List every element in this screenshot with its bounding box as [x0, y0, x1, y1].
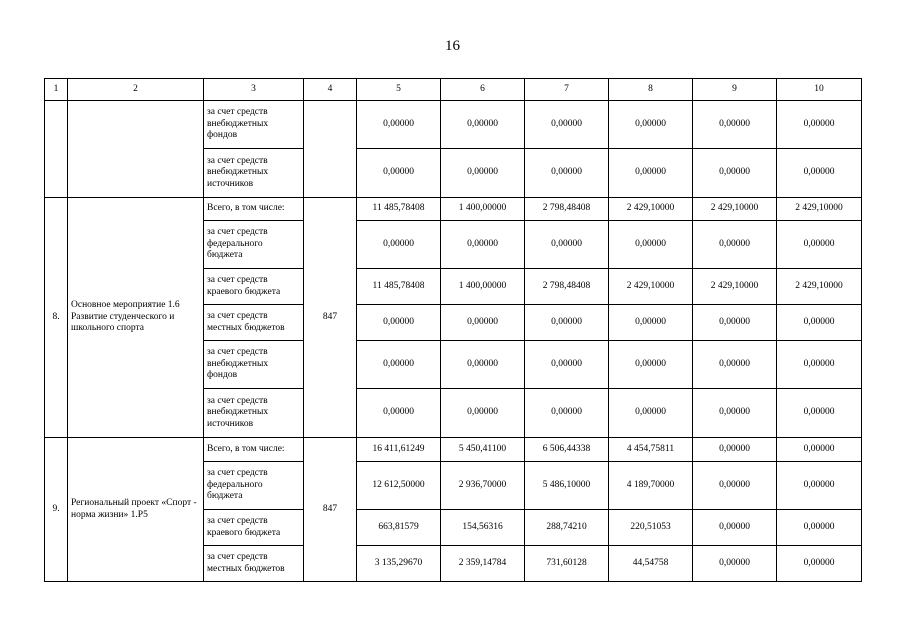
value-cell: 220,51053 [609, 510, 693, 546]
value-cell: 288,74210 [525, 510, 609, 546]
value-cell: 0,00000 [777, 438, 862, 462]
value-cell: 0,00000 [777, 341, 862, 389]
item-code: 847 [304, 198, 357, 438]
value-cell: 0,00000 [777, 305, 862, 341]
item-name: Региональный проект «Спорт - норма жизни» 1.Р5 [68, 438, 204, 582]
code-cell-empty [304, 101, 357, 198]
page-number: 16 [445, 38, 460, 54]
value-cell: 0,00000 [693, 341, 777, 389]
value-cell: 0,00000 [609, 389, 693, 438]
funding-source: за счет средств краевого бюджета [204, 269, 304, 305]
value-cell: 731,60128 [525, 546, 609, 582]
header-cell: 8 [609, 79, 693, 101]
funding-source: за счет средств местных бюджетов [204, 546, 304, 582]
index-cell-empty [45, 101, 68, 198]
value-cell: 0,00000 [693, 101, 777, 149]
item-index: 8. [45, 198, 68, 438]
value-cell: 2 429,10000 [693, 198, 777, 221]
value-cell: 5 450,41100 [441, 438, 525, 462]
value-cell: 2 429,10000 [777, 269, 862, 305]
value-cell: 0,00000 [357, 389, 441, 438]
header-cell: 4 [304, 79, 357, 101]
value-cell: 0,00000 [357, 305, 441, 341]
value-cell: 11 485,78408 [357, 198, 441, 221]
table-row [45, 101, 862, 149]
budget-table [44, 78, 862, 582]
header-cell: 5 [357, 79, 441, 101]
header-cell: 9 [693, 79, 777, 101]
value-cell: 663,81579 [357, 510, 441, 546]
value-cell: 0,00000 [693, 305, 777, 341]
name-cell-empty [68, 101, 204, 198]
value-cell: 2 798,48408 [525, 198, 609, 221]
header-cell: 2 [68, 79, 204, 101]
value-cell: 0,00000 [777, 149, 862, 198]
funding-source: за счет средств внебюджетных источников [204, 389, 304, 438]
value-cell: 0,00000 [693, 438, 777, 462]
value-cell: 12 612,50000 [357, 462, 441, 510]
funding-source: Всего, в том числе: [204, 198, 304, 221]
value-cell: 0,00000 [777, 462, 862, 510]
value-cell: 0,00000 [777, 389, 862, 438]
value-cell: 0,00000 [357, 101, 441, 149]
value-cell: 0,00000 [525, 305, 609, 341]
value-cell: 2 936,70000 [441, 462, 525, 510]
value-cell: 11 485,78408 [357, 269, 441, 305]
funding-source: за счет средств внебюджетных фондов [204, 341, 304, 389]
value-cell: 0,00000 [609, 305, 693, 341]
value-cell: 2 429,10000 [609, 269, 693, 305]
funding-source: Всего, в том числе: [204, 438, 304, 462]
value-cell: 0,00000 [693, 462, 777, 510]
value-cell: 0,00000 [777, 546, 862, 582]
value-cell: 0,00000 [441, 149, 525, 198]
funding-source: за счет средств федерального бюджета [204, 221, 304, 269]
value-cell: 2 429,10000 [693, 269, 777, 305]
value-cell: 1 400,00000 [441, 198, 525, 221]
value-cell: 0,00000 [357, 149, 441, 198]
value-cell: 0,00000 [609, 101, 693, 149]
table-row [45, 438, 862, 462]
funding-source: за счет средств внебюджетных источников [204, 149, 304, 198]
value-cell: 0,00000 [609, 341, 693, 389]
header-cell: 10 [777, 79, 862, 101]
funding-source: за счет средств федерального бюджета [204, 462, 304, 510]
value-cell: 0,00000 [693, 510, 777, 546]
value-cell: 0,00000 [441, 305, 525, 341]
item-name: Основное мероприятие 1.6 Развитие студенческого и школьного спорта [68, 198, 204, 438]
value-cell: 0,00000 [525, 101, 609, 149]
value-cell: 44,54758 [609, 546, 693, 582]
value-cell: 0,00000 [441, 221, 525, 269]
value-cell: 0,00000 [441, 101, 525, 149]
value-cell: 0,00000 [357, 341, 441, 389]
value-cell: 2 798,48408 [525, 269, 609, 305]
value-cell: 0,00000 [525, 341, 609, 389]
value-cell: 1 400,00000 [441, 269, 525, 305]
value-cell: 0,00000 [777, 101, 862, 149]
funding-source: за счет средств краевого бюджета [204, 510, 304, 546]
value-cell: 0,00000 [693, 149, 777, 198]
table-row [45, 198, 862, 221]
value-cell: 0,00000 [693, 389, 777, 438]
value-cell: 0,00000 [609, 221, 693, 269]
value-cell: 16 411,61249 [357, 438, 441, 462]
header-cell: 3 [204, 79, 304, 101]
item-index: 9. [45, 438, 68, 582]
value-cell: 5 486,10000 [525, 462, 609, 510]
value-cell: 2 429,10000 [609, 198, 693, 221]
funding-source: за счет средств местных бюджетов [204, 305, 304, 341]
value-cell: 4 454,75811 [609, 438, 693, 462]
value-cell: 6 506,44338 [525, 438, 609, 462]
value-cell: 3 135,29670 [357, 546, 441, 582]
value-cell: 0,00000 [441, 389, 525, 438]
funding-source: за счет средств внебюджетных фондов [204, 101, 304, 149]
header-cell: 7 [525, 79, 609, 101]
value-cell: 0,00000 [693, 221, 777, 269]
header-cell: 6 [441, 79, 525, 101]
value-cell: 0,00000 [609, 149, 693, 198]
value-cell: 0,00000 [525, 221, 609, 269]
value-cell: 0,00000 [525, 389, 609, 438]
value-cell: 4 189,70000 [609, 462, 693, 510]
header-cell: 1 [45, 79, 68, 101]
value-cell: 0,00000 [693, 546, 777, 582]
value-cell: 154,56316 [441, 510, 525, 546]
table-header-row [45, 79, 862, 101]
value-cell: 0,00000 [777, 510, 862, 546]
value-cell: 0,00000 [777, 221, 862, 269]
value-cell: 0,00000 [441, 341, 525, 389]
value-cell: 0,00000 [357, 221, 441, 269]
value-cell: 0,00000 [525, 149, 609, 198]
value-cell: 2 359,14784 [441, 546, 525, 582]
value-cell: 2 429,10000 [777, 198, 862, 221]
item-code: 847 [304, 438, 357, 582]
